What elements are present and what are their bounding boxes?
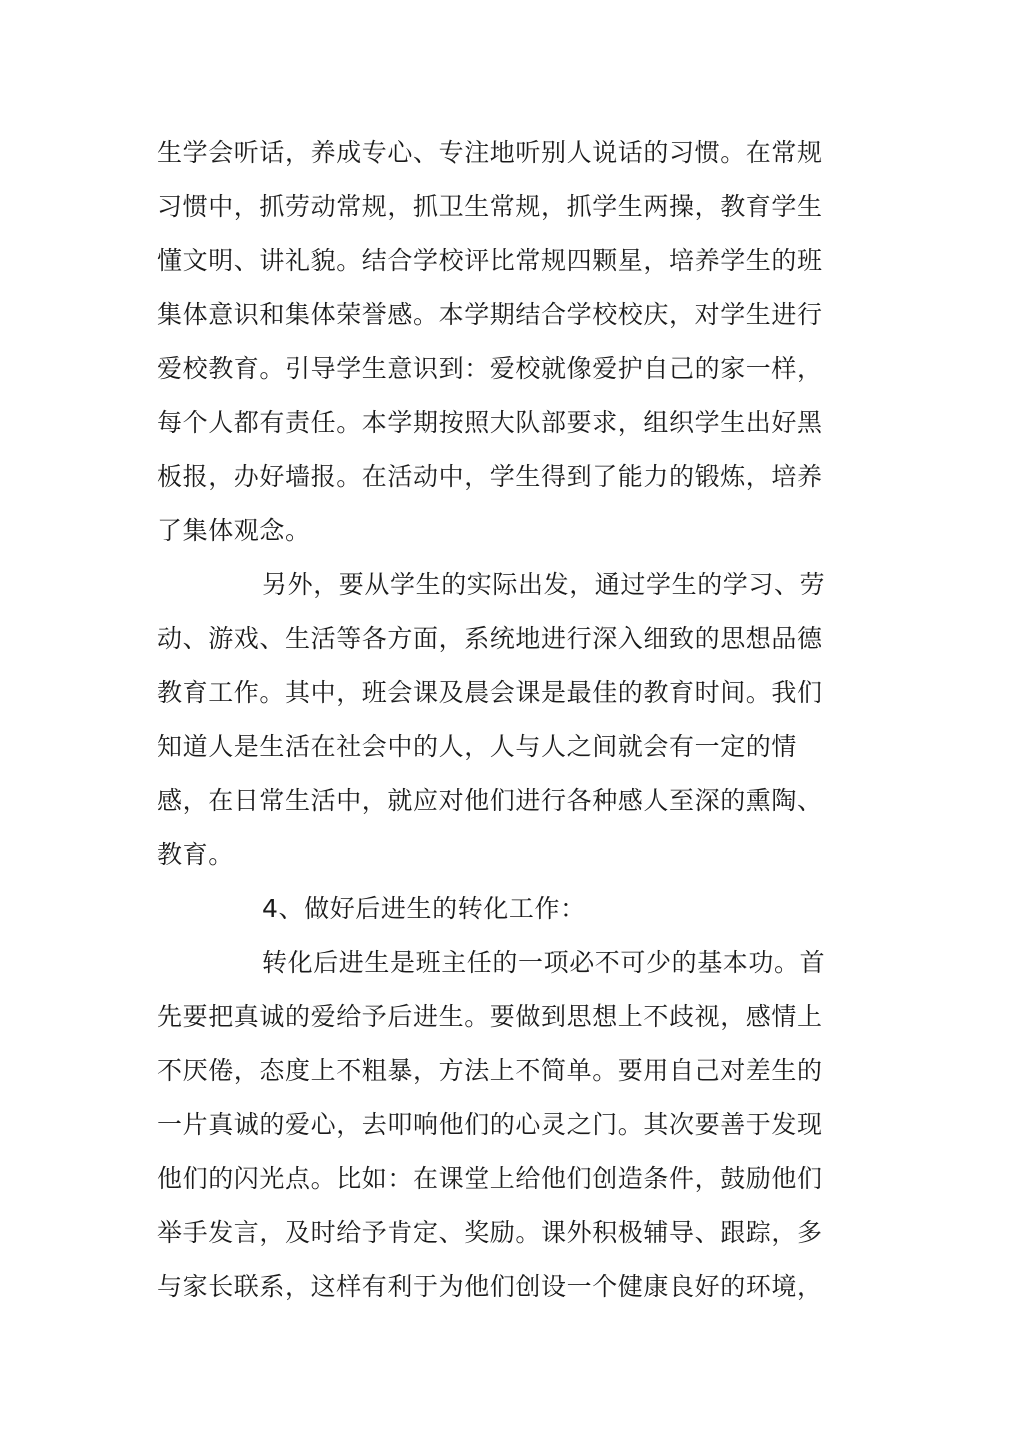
paragraph-start-line: 转化后进生是班主任的一项必不可少的基本功。首 [262,948,826,977]
text-line: 爱校教育。引导学生意识到：爱校就像爱护自己的家一样， [157,354,823,383]
text-line: 动、游戏、生活等各方面，系统地进行深入细致的思想品德 [157,624,823,653]
text-line: 知道人是生活在社会中的人，人与人之间就会有一定的情 [157,732,798,761]
text-line: 生学会听话，养成专心、专注地听别人说话的习惯。在常规 [157,138,823,167]
text-line: 他们的闪光点。比如：在课堂上给他们创造条件，鼓励他们 [157,1164,823,1193]
text-line: 懂文明、讲礼貌。结合学校评比常规四颗星，培养学生的班 [157,246,823,275]
text-line: 感，在日常生活中，就应对他们进行各种感人至深的熏陶、 [157,786,823,815]
text-line: 习惯中，抓劳动常规，抓卫生常规，抓学生两操，教育学生 [157,192,823,221]
paragraph-start-line: 另外，要从学生的实际出发，通过学生的学习、劳 [262,570,826,599]
text-line: 教育工作。其中，班会课及晨会课是最佳的教育时间。我们 [157,678,823,707]
text-line: 一片真诚的爱心，去叩响他们的心灵之门。其次要善于发现 [157,1110,823,1139]
text-line: 教育。 [157,840,234,869]
text-line: 每个人都有责任。本学期按照大队部要求，组织学生出好黑 [157,408,823,437]
text-line: 了集体观念。 [157,516,311,545]
text-line: 举手发言，及时给予肯定、奖励。课外积极辅导、跟踪，多 [157,1218,823,1247]
text-line: 板报，办好墙报。在活动中，学生得到了能力的锻炼，培养 [157,462,823,491]
section-heading: 4、做好后进生的转化工作： [262,894,586,923]
text-line: 集体意识和集体荣誉感。本学期结合学校校庆，对学生进行 [157,300,823,329]
text-line: 先要把真诚的爱给予后进生。要做到思想上不歧视，感情上 [157,1002,823,1031]
text-line: 与家长联系，这样有利于为他们创设一个健康良好的环境， [157,1272,823,1301]
text-line: 不厌倦，态度上不粗暴，方法上不简单。要用自己对差生的 [157,1056,823,1085]
